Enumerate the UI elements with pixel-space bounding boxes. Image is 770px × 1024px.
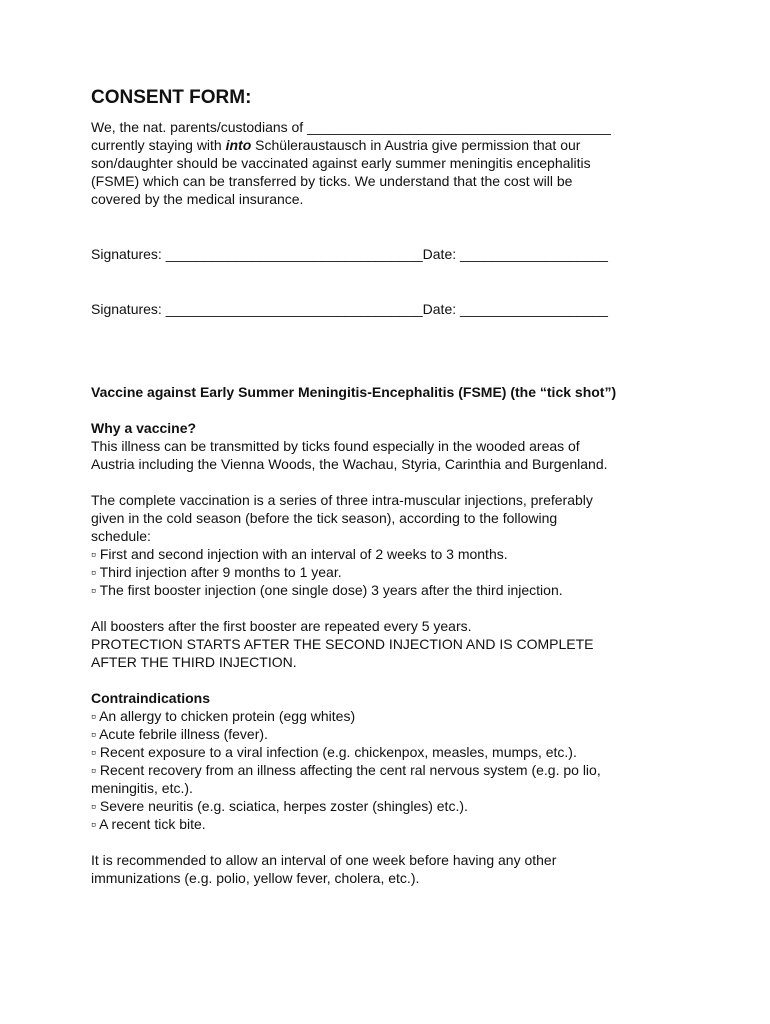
booster-text [91,617,691,671]
booster-line: PROTECTION STARTS AFTER THE SECOND INJECTION AND IS COMPLETE [91,636,594,652]
consent-line-rest: Schüleraustausch in Austria give permission that our [255,137,581,153]
consent-document [91,84,691,887]
consent-line: (FSME) which can be transferred by ticks. We understand that the cost will be [91,173,573,189]
schedule-item: ▫ The first booster injection (one single dose) 3 years after the third injection. [91,582,563,598]
consent-line-prefix: currently staying with [91,137,226,153]
final-line: immunizations (e.g. polio, yellow fever, cholera, etc.). [91,870,420,886]
vaccine-section-title: Vaccine against Early Summer Meningitis-Encephalitis (FSME) (the “tick shot”) [91,384,617,400]
schedule-line: schedule: [91,528,151,544]
contraindication-item: ▫ Recent recovery from an illness affecting the cent ral nervous system (e.g. po lio, [91,762,601,778]
schedule-item: ▫ First and second injection with an interval of 2 weeks to 3 months. [91,546,508,562]
contraindication-item: ▫ Recent exposure to a viral infection (e.g. chickenpox, measles, mumps, etc.). [91,744,577,760]
booster-line: AFTER THE THIRD INJECTION. [91,654,297,670]
consent-line: We, the nat. parents/custodians of _______________________________________ [91,119,611,135]
contraindication-item: ▫ An allergy to chicken protein (egg whites) [91,708,356,724]
consent-line-emphasis: into [225,137,252,153]
booster-line: All boosters after the first booster are repeated every 5 years. [91,618,472,634]
why-vaccine-text [91,437,691,473]
schedule-list [91,545,691,599]
consent-statement [91,118,691,208]
schedule-line: The complete vaccination is a series of three intra-muscular injections, preferably [91,492,593,508]
consent-line [91,136,691,154]
contraindications-list [91,707,691,833]
consent-form-title: CONSENT FORM: [91,87,252,108]
schedule-item: ▫ Third injection after 9 months to 1 year. [91,564,342,580]
contraindications-heading: Contraindications [91,690,211,706]
consent-line: covered by the medical insurance. [91,191,304,207]
contraindication-item: ▫ A recent tick bite. [91,816,206,832]
why-line: Austria including the Vienna Woods, the Wachau, Styria, Carinthia and Burgenland. [91,456,608,472]
signature-line-1[interactable]: Signatures: _________________________________Date: ___________________ [91,246,608,262]
final-recommendation [91,851,691,887]
contraindication-item: meningitis, etc.). [91,780,193,796]
contraindication-item: ▫ Acute febrile illness (fever). [91,726,268,742]
final-line: It is recommended to allow an interval of one week before having any other [91,852,557,868]
consent-line: son/daughter should be vaccinated against early summer meningitis encephalitis [91,155,591,171]
signature-line-2[interactable]: Signatures: _________________________________Date: ___________________ [91,301,608,317]
why-vaccine-heading: Why a vaccine? [91,420,197,436]
why-line: This illness can be transmitted by ticks found especially in the wooded areas of [91,438,580,454]
schedule-text [91,491,691,545]
schedule-line: given in the cold season (before the tick season), according to the following [91,510,558,526]
contraindication-item: ▫ Severe neuritis (e.g. sciatica, herpes zoster (shingles) etc.). [91,798,468,814]
